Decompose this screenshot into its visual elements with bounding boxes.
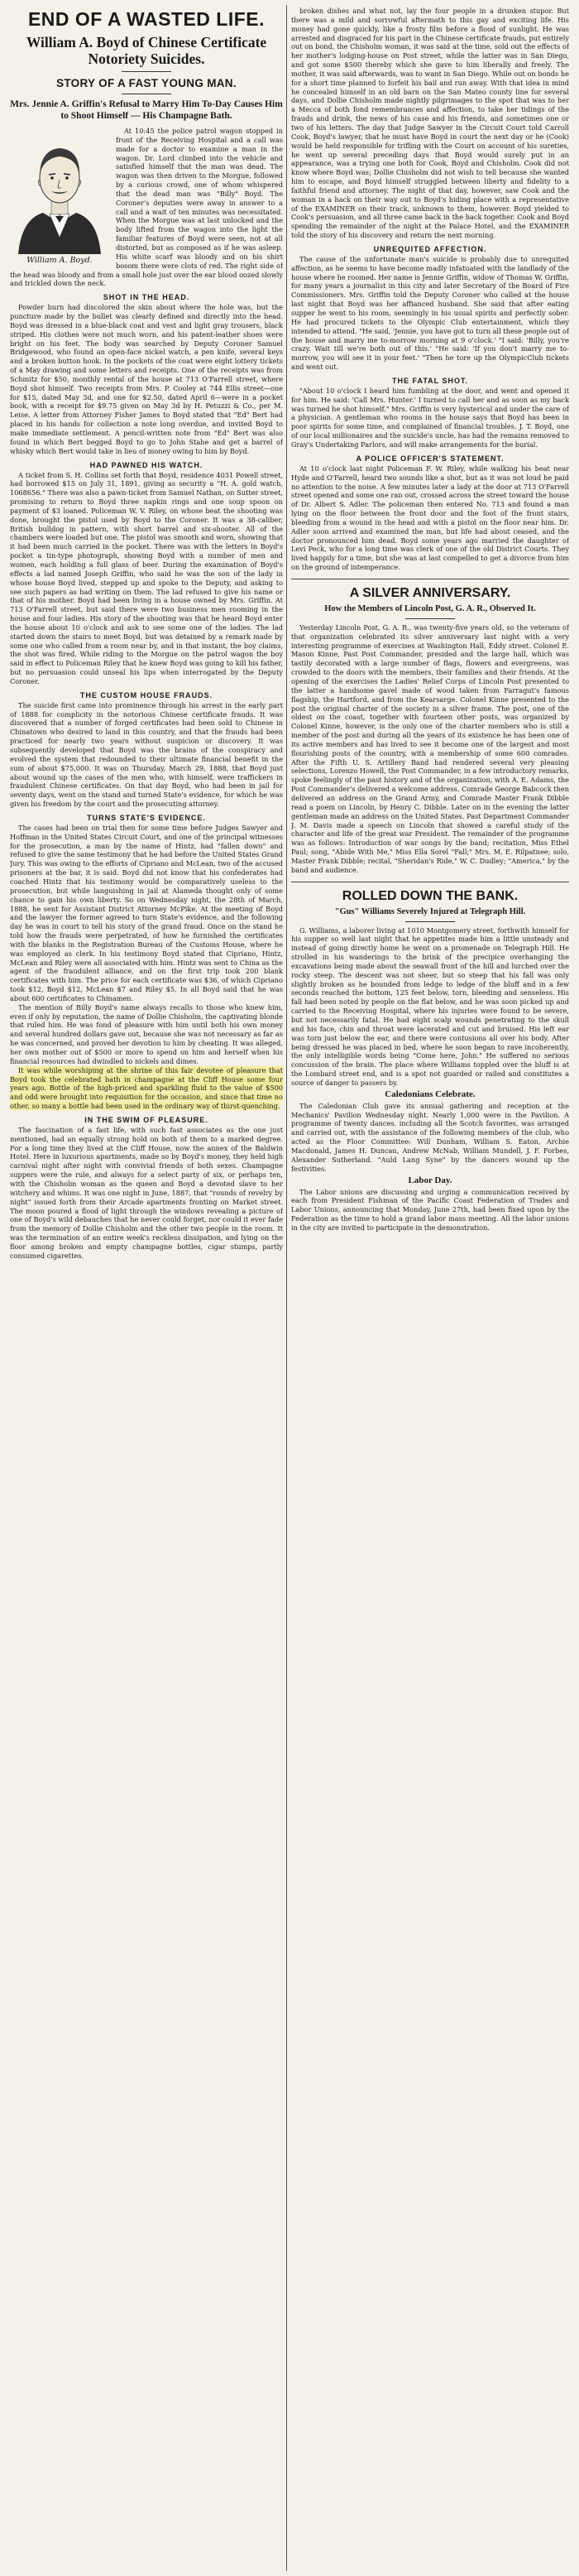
paragraph-rolled-down-bank: G. Williams, a laborer living at 1010 Montgomery street, forthwith himself for his supper so well last night that he appetites made him a little unsteady and instead of going directly home he went on a promenade on Telegraph Hill. He strolled in his wanderings to the brink of the precipice overhanging the excavations being made about the seawall front of the hill and lurched over the rocky steep. The descent was not sheer, but so steep that his fall was only slightly broken as he bounded from ledge to ledge of the bluff and in a few seconds reached the bottom, 125 feet below, torn, bleeding and senseless. His fall had been noted by people on the flat below, and he was soon picked up and carried to the Receiving Hospital, where his injuries were found to be severe, but not necessarily fatal. He had eight scalp wounds penetrating to the skull and his face, chin and throat were lacerated and cut and bruised. His left ear was torn just below the ear, and there were contusions all over his body. After being dressed he was placed in bed, where he soon began to rave incoherently, the only intelligible words being "Come here, John." He suffered no serious concussion of the brain. The place where Williams toppled over the bluff is at the Lombard street end, and is a spot not guarded or railed and constitutes a source of danger to passers by.: [291, 925, 569, 1087]
highlighted-passage: It was while worshiping at the shrine of this fair devotee of pleasure that Boyd took the celebrated bath in champagne at the Cliff House some four years ago. Bottle of the high-priced and sparkling fluid to the value of $500 and odd were brought into requisition for the occasion, and since that time no other, so many a bottle had been used in the ordinary way of thirst-quenching.: [10, 1065, 283, 1111]
subheading-swim-of-pleasure: IN THE SWIM OF PLEASURE.: [84, 1115, 208, 1124]
paragraph-labor-day: The Labor unions are discussing and urging a communication received by each from President Fishman of the Pacific Coast Federation of Trades and Labor Unions, announcing that Monday, June 27th, had been fixed upon by the Federation as the time to hold a grand labor mass meeting. All the labor unions in the city are invited to participate in the demonstration.: [291, 1187, 569, 1232]
column-divider: [286, 5, 287, 2571]
story-subdeck: Mrs. Jennie A. Griffin's Refusal to Marry Him To-Day Causes Him to Shoot Himself — His Champagne Bath.: [10, 99, 283, 121]
paragraph-shot-in-head: Powder burn had discolored the skin about where the hole was, but the puncture made by the bullet was clearly defined and directly into the head. Boyd was dressed in a blue-black coat and vest and light gray trousers, black striped. His clothes were not much worn, and his patent-leather shoes were bright on his feet. The body was searched by Deputy Coroner Samuel Bridgewood, who found an open-face nickel watch, a pen knife, several keys and a broken button hook. In the pockets of the coat were eight lottery tickets of a May drawing and some letters and receipts. One of the receipts was from Schmitz for $50, monthly rental of the house at 713 O'Farrell street, where Boyd shot himself. Two receipts from Mrs. P. Cooley at 744 Ellis street—one for $15, dated May 3d, and one for $2.50, dated April 6—were in a pocket book, with a receipt for $9.75 given on May 3d by H. Petuzzi & Co., per M. Leise. A letter from Attorney Fisher James to Boyd stated that "Ed" Bert had placed in his hands for collection a note long overdue, and invited Boyd to make immediate settlement. A pencil-written note from "Ed" Bert was also found in which Bert begged Boyd to go to John Stahe and get a barrel of whisky which Bert would take in lieu of money owing to him by Boyd.: [10, 303, 283, 455]
story-deck: STORY OF A FAST YOUNG MAN.: [56, 77, 237, 89]
subheading-police-statement: A POLICE OFFICER'S STATEMENT.: [356, 454, 505, 463]
story-title: END OF A WASTED LIFE.: [27, 8, 266, 30]
paragraph-silver-anniversary: Yesterday Lincoln Post, G. A. R., was twenty-five years old, so the veterans of that organization celebrated its silver anniversary last night with a very interesting programme of exercises at Washington Hall, Eddy street. Colonel E. Mason Kinne, Past Post Commander, presided and the large hall, which was tastily decorated with a large number of flags, flowers and evergreens, was crowded to the doors with the members, their families and their friends. At the opening of the exercises the Ladies' Relief Corps of Lincoln Post presented to the latter a handsome gavel made of wood taken from Farragut's famous flagship, the Hartford, and from the Kearsarge. Colonel Kinne presented to the post the original charter of the society in a silver frame. The post, one of the oldest on the coast, together with fourteen other posts, was organized by Colonel Kinne, however, is the only one of the charter members who is still a member of the post and during all the years of its existence he has been one of its active members and has lived to see it become one of the largest and most flourishing posts of the country, with a membership of some 600 comrades. After the Fifth U. S. Artillery Band had rendered several very pleasing selections, Lorenzo Howell, the Post Commander, in a few introductory remarks, spoke feelingly of the past history and of the organization, with A. E. Adams, the Post Commander's delivered a welcome address. Comrade George Babcock then delivered an address on the Grand Army, and Comrade Master Frank Dibble read a poem on Lincoln, by Henry C. Dibble. Later on in the evening the latter gentleman made an address on the United States. Past Department Commander J. M. Davis made a speech on Lincoln that showed a careful study of the character and life of the great war President. The remainder of the programme was as follows: Introduction of war songs by the band; recitation, Miss Ethel Paul; song, "Abide With Me," Miss Ella Sorel "Fall;" Mrs. M. E. Rilpatnee; solo, Master Frank Dibble; recital, "Sheridan's Ride," W. C. Dudley; "America," by the band and audience.: [291, 622, 569, 874]
paragraph-dollie-chisholm: The mention of Billy Boyd's name always recalls to those who knew him, even if only by reputation, the name of Dollie Chisholm, the captivating blonde that ruled him. He was fond of pleasure with him until both his own money and several hundred dollars gave out, because she was not necessary as far as he was concerned, and proved her devotion to him by cheating. It was alleged, her own mother out of $500 or more to spend on him and herself when his financial resources had dwindled to nickels and dimes.: [10, 1002, 283, 1065]
paragraph-unrequited-affection: The cause of the unfortunate man's suicide is probably due to unrequited affection, as he seems to have become madly infatuated with the landlady of the house where he roomed. Her name is Jennie Griffin, widow of Thomas W. Griffin, for many years a journalist in this city and later Secretary of the Board of Fire Commissioners. Mrs. Griffin told the Deputy Coroner who called at the house last night that Boyd was her affianced husband. She said that after eating supper he went to his room, seemingly in his usual spirits and perfectly sober. He had procured tickets to the Olympic Club entertainment, which they intended to attend. "He said, 'Jennie, you have got to turn all these people out of the house and marry me to-morrow morning at 9 o'clock.' "I said: 'Billy, you're crazy. Wait till we're both out of this.' "He said: 'If you don't marry me to-morrow, you will see it in your feet.' "Then he tore up the OlympicClub tickets and went out.: [291, 254, 569, 372]
subheading-custom-house-frauds: THE CUSTOM HOUSE FRAUDS.: [79, 690, 213, 699]
subheading-pawned-watch: HAD PAWNED HIS WATCH.: [89, 460, 203, 469]
silver-anniversary-headline: A SILVER ANNIVERSARY.: [349, 585, 511, 600]
paragraph-pawned-watch: A ticket from S. H. Collins set forth that Boyd, residence 4031 Powell street, had borrowed $15 on July 31, 1891, giving as security a "H. A. gold watch, 1068656." There was also a pawn-ticket from Samuel Nathan, on Sutter street, promising to return to Boyd three napkin rings and one soup spoon on payment of $3 loaned. Policeman W. V. Riley, on whose beat the shooting was done, brought the pistol used by Boyd to the Coroner. It was a 38-caliber, British bulldog in pattern, with short barrel and six-shooter. All of the chambers were loaded but one. The pistol was smooth and worn, showing that it had been much carried in the pocket. There was with the letters in Boyd's pocket a tin-type photograph, showing Boyd with a number of men and women, each holding a full glass of beer. During the examination of Boyd's effects a lad named Joseph Griffin, who said he was the son of the lady in whose house Boyd lived, stepped up and spoke to the Deputy, and asking to see such papers as had writing on them. The lad refused to give his name or that of his mother. Boyd had been living in a house owned by Mrs. Griffin. At 713 O'Farrell street, but said there were two business men rooming in the house and four ladies. His story of the shooting was that he heard Boyd enter the house about 10 o'clock and ask to see some one of the ladies. The lad started down the stairs to meet Boyd, but was detained by a remark made by some one who called from a room near by, and in that instant, the boy claims, the shot was fired. While riding to the Morgue on the patrol wagon the boy said in effect to Policeman Riley that he knew Boyd was going to kill his father, but no persuasion could unseal his lips when interrogated by the Deputy Coroner.: [10, 470, 283, 685]
portrait-illustration: [10, 130, 109, 265]
caledonians-headline: Caledonians Celebrate.: [385, 1089, 476, 1099]
paragraph-caledonians: The Caledonian Club gave its annual gathering and reception at the Mechanics' Pavilion Wednesday night. Nearly 1,000 were in the Pavilion. A programme of twenty dances, including all the Scotch favorites, was arranged and carried out, with the assistance of the following members of the club, who acted as the Floor Committee: Will Dunham, William S. Eaton, Archie Macdonald, James H. Duncan, Andrew McNab, William Mundell, J. F. Forbes, Alexander Sutherland. "Auld Lang Syne" by the dancers wound up the festivities.: [291, 1101, 569, 1173]
subheading-fatal-shot: THE FATAL SHOT.: [391, 376, 468, 385]
subheading-unrequited-affection: UNREQUITED AFFECTION.: [373, 244, 487, 253]
portrait-caption: William A. Boyd.: [26, 256, 93, 265]
story-headline: William A. Boyd of Chinese Certificate Notoriety Suicides.: [26, 34, 267, 67]
right-column: [291, 7, 569, 2569]
paragraph-states-evidence: The cases had been on trial then for some time before Judges Sawyer and Hoffman in the United States Circuit Court, and one of the principal witnesses for the prosecution, a man by the name of Hintz, had "fallen down" and refused to give the same testimony that he had before the United States Grand Jury. This was owing to the efforts of Cipriano and McLean, two of the accused prisoners at the bar, it is said. Boyd did not know that his confederates had coached Hintz that his testimony would be comparatively useless to the prosecution, but while languishing in jail at Alameda thought only of some chance to gain his own liberty. So on Wednesday night, the 28th of March, 1888, he sent for Assistant District Attorney McPike. At the meeting of Boyd and the lawyer the former agreed to turn State's evidence, and the following day he was in court to tell his story of the grand fraud. Once on the stand he told how the frauds were perpetrated, of how he furnished the certificates with the blanks in the Registration Bureau of the Customs House, where he was employed as clerk. In his testimony Boyd stated that Cipriano, Hintz, McLean and Riley were all associated with him. Hintz was sent to China as the agent of the fraudulent alliance, and on the first trip took 200 blank certificates with him. The price for each certificate was $36, of which Cipriano took $12, Boyd $12, McLean $7 and Riley $5. In all Boyd said that he was about 600 certificates to Chinamen.: [10, 823, 283, 1002]
paragraph-custom-house-frauds: The suicide first came into prominence through his arrest in the early part of 1888 for complicity in the notorious Chinese certificate frauds. It was discovered that a number of forged certificates had been sold to Chinese in Chinatown who desired to land in this country, and that the frauds had been practiced for nearly two years without suspicion or discovery. It was subsequently developed that Boyd was the brains of the conspiracy and evolved the system that redounded to their ultimate financial benefit in the sum of about $75,000. It was on Thursday, March 29, 1888, that Boyd just about wound up the cases of the men who, with himself, were traffickers in fraudulent Chinese certificates. On that day Boyd, who had been in jail for seventy days, went on the stand and turned State's evidence, for which he was given his freedom by the court and the prosecuting attorney.: [10, 700, 283, 809]
headline-rule: [122, 71, 171, 72]
paragraph-continuation: broken dishes and what not, lay the four people in a drunken stupor. But there was a mild and sorrowful aftermath to this gay and exciting life. His money had gone quickly, like a frosty film before a flood of sunlight. He was arrested and disgraced for his part in the Chinese certificate frauds, put entirely out on bond, the Chisholm woman, it was said at the time, sold out the effects of her mother's lodging-house on Post street, while the latter was in San Diego, and got some $500 thereby which she gave to him liberally and freely. The mother, it was said afterwards, was to want in San Diego. While out on bonds he for a short time planned to forfeit his bail and run away. With that idea in mind he concealed himself in an old barn on the San Mateo county line for several days, and Dollie Chisholm made nightly pilgrimages to the spot that was to her a Mecca of both fond remembrances and affection, to take her tidings of the frauds and drink, the news of his case and his friends, and sometimes one or two of his letters. The day that Judge Sawyer in the Circuit Court told Carroll Cook, Boyd's lawyer, that he must have Boyd in court the next day or he (Cook) would be held responsible for trifling with the Court on account of his sureties, he went up several preceding days that Boyd would surely put in an appearance, was a trying one both for Cook, Boyd and Chisholm. Cook did not know where Boyd was; Dollie Chisholm did not wish to tell because she wanted him to escape, and Boyd himself struggled between liberty and fidelity to a faithful friend and attorney. The night of that day, however, saw Cook and the woman in a hack on their way out to Boyd's hiding place with a representative of the EXAMINER on their track, unknown to them, however. Boyd yielded to Cook's persuasion, and all three came back in the hack together. Cook and Boyd spending the remainder of the night at the Palace Hotel, and the EXAMINER told the story of his discovery and return the next morning.: [291, 7, 569, 240]
paragraph-champagne-bath: [10, 1066, 283, 1111]
portrait-drawing: [10, 130, 109, 254]
paragraph-swim-of-pleasure: The fascination of a fast life, with such fast associates as the one just mentioned, had an equally strong hold on both of them to a marked degree. For a long time they lived at the Cliff House, now the annex of the Baldwin Hotel. Here in luxurious apartments, made so by Boyd's money, they held high carnival night after night with convivial friends of both sexes. Champagne suppers were the rule, and always for a select party of six, or perhaps ten, with the Chisholm woman as the queen and Boyd a devoted slave to her witchery and whims. It was one night in June, 1887, that "rounds of revelry by night" issued forth from their Arcade apartments fronting on Market street. The moon poured a flood of light through the windows revealing a picture of one of Boyd's wild debauches that he never could forget, nor could it ever fade from the memory of Dollie Chisholm and the other two people in the room. It was the termination of an entire week's reckless dissipation, and lying on the floor among broken and empty champagne bottles, cigar stumps, partly consumed cigarettes.: [10, 1125, 283, 1260]
subheading-states-evidence: TURNS STATE'S EVIDENCE.: [87, 813, 206, 822]
paragraph-fatal-shot: "About 10 o'clock I heard him fumbling at the door, and went and opened it for him. He said: 'Call Mrs. Hunter.' I turned to call her and as soon as my back was turned he shot himself." Mrs. Griffin is very hysterical and under the care of a physician. A gentleman who rooms in the house says that Boyd has been in poor spirits for some time, and complained of financial troubles. J. T. Boyd, one of our local millionaires and the suicide's uncle, has had the remains removed to Gray's Undertaking Parlors, and will make arrangements for the burial.: [291, 386, 569, 449]
silver-anniversary-subheadline: How the Members of Lincoln Post, G. A. R., Observed It.: [324, 603, 536, 613]
paragraph-police-statement: At 10 o'clock last night Policeman F. W. Riley, while walking his beat near Hyde and O'Farrell, heard two sounds like a shot, but as it was not loud he paid no attention to the noise. A few minutes later a lady at the door at 713 O'Farrell street opened and some one ran out, crossed across the street toward the house of Dr. Albert S. Adler. The policeman then entered No. 713 and found a man lying on the floor between the front door and the foot of the front stairs, bleeding from a wound in the head and with a pistol on the floor near him. Dr. Adler soon arrived and examined the man, but life had about ceased, and the doctor pronounced him dead. Boyd some years ago married the daughter of Levi Peck, who for a long time was clerk of one of the old District Courts. They lived happily for a time, but she was at last compelled to get a divorce from him on the ground of intemperance.: [291, 464, 569, 572]
rolled-down-bank-subheadline: "Gus" Williams Severely Injured at Telegraph Hill.: [334, 906, 526, 916]
rolled-down-bank-headline: ROLLED DOWN THE BANK.: [342, 888, 519, 903]
intro-paragraph: At 10:45 the police patrol wagon stopped in front of the Receiving Hospital and a call was made for a doctor to examine a man in the wagon. Dr. Lord climbed into the vehicle and satisfied himself that the man was dead. The wagon was then driven to the Morgue, followed by a curious crowd, one of whom whispered that the dead man was "Billy" Boyd. The Coroner's deputies were away in answer to a call and a wait of ten minutes was necessitated. When the Morgue was at last unlocked and the body lifted from the wagon into the light the familiar features of Boyd were seen, not at all distorted, but as composed as if he was asleep. His white scarf was bloody and on his shirt bosom there were clots of red. The right side of the head was bloody and from a small hole just over the ear blood oozed slowly and trickled down the neck.: [10, 127, 283, 288]
labor-day-headline: Labor Day.: [408, 1175, 452, 1185]
rolled-down-bank-rule: [405, 921, 455, 922]
left-column: [10, 7, 283, 2569]
silver-anniversary-rule: [405, 618, 455, 619]
subheading-shot-in-head: SHOT IN THE HEAD.: [103, 293, 190, 302]
